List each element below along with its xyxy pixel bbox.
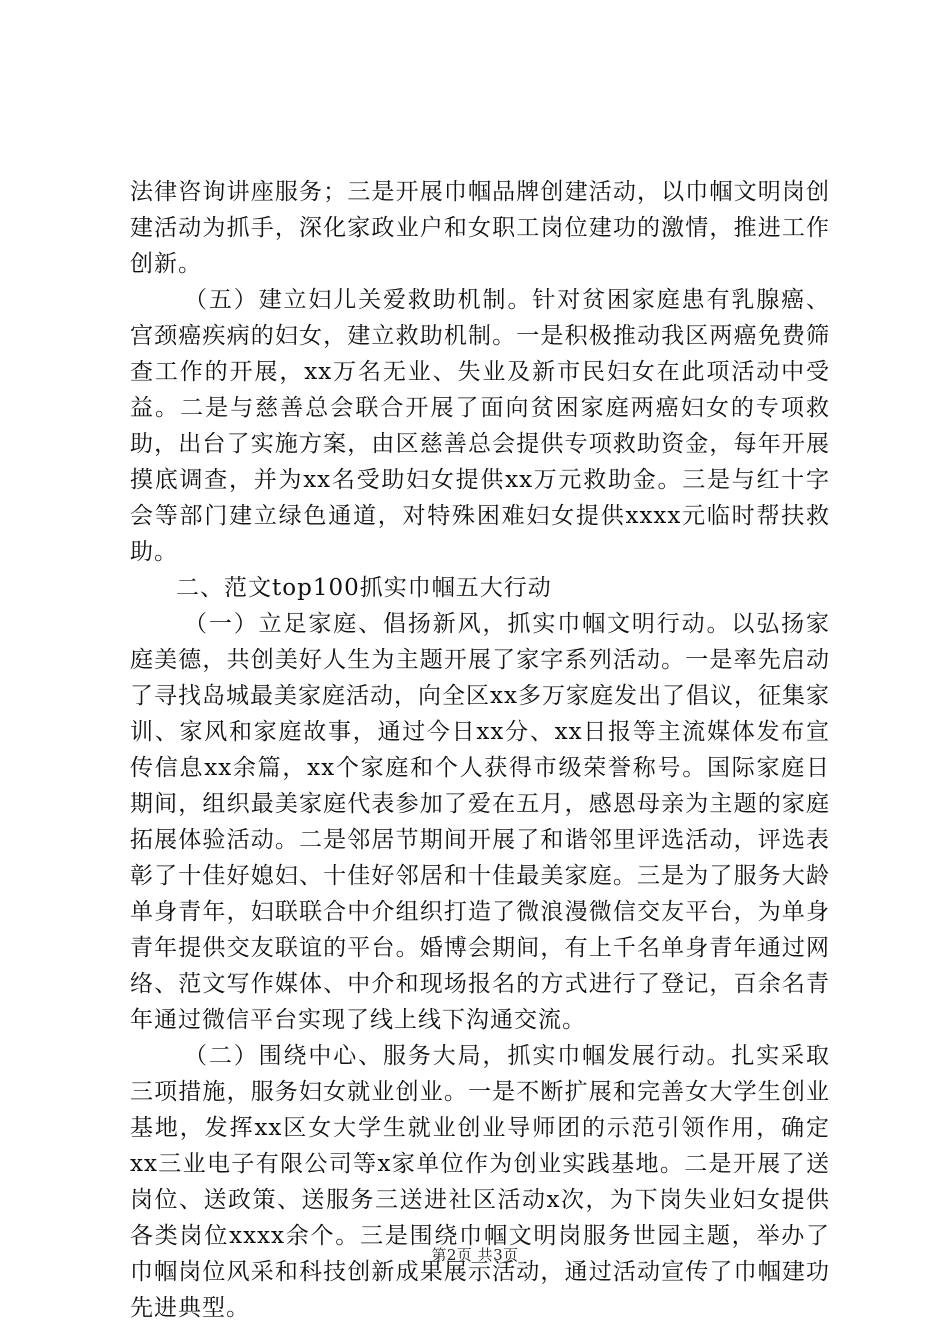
section-heading-two: 二、范文top100抓实巾帼五大行动 xyxy=(176,575,552,601)
document-body xyxy=(130,174,830,1326)
paragraph-subsection-one: （一）立足家庭、倡扬新风，抓实巾帼文明行动。以弘扬家庭美德，共创美好人生为主题开展了家字系列活动。一是率先启动了寻找岛城最美家庭活动，向全区xx多万家庭发出了倡议，征集家训、家风和家庭故事，通过今日xx分、xx日报等主流媒体发布宣传信息xx余篇，xx个家庭和个人获得市级荣誉称号。国际家庭日期间，组织最美家庭代表参加了爱在五月，感恩母亲为主题的家庭拓展体验活动。二是邻居节期间开展了和谐邻里评选活动，评选表彰了十佳好媳妇、十佳好邻居和十佳最美家庭。三是为了服务大龄单身青年，妇联联合中介组织打造了微浪漫微信交友平台，为单身青年提供交友联谊的平台。婚博会期间，有上千名单身青年通过网络、范文写作媒体、中介和现场报名的方式进行了登记，百余名青年通过微信平台实现了线上线下沟通交流。 xyxy=(130,611,830,1033)
paragraph-continuation: 法律咨询讲座服务；三是开展巾帼品牌创建活动，以巾帼文明岗创建活动为抓手，深化家政业户和女职工岗位建功的激情，推进工作创新。 xyxy=(130,179,830,277)
paragraph-section-five: （五）建立妇儿关爱救助机制。针对贫困家庭患有乳腺癌、宫颈癌疾病的妇女，建立救助机制。一是积极推动我区两癌免费筛查工作的开展，xx万名无业、失业及新市民妇女在此项活动中受益。二是与慈善总会联合开展了面向贫困家庭两癌妇女的专项救助，出台了实施方案，由区慈善总会提供专项救助资金，每年开展摸底调查，并为xx名受助妇女提供xx万元救助金。三是与红十字会等部门建立绿色通道，对特殊困难妇女提供xxxx元临时帮扶救助。 xyxy=(130,287,830,565)
paragraph-subsection-two: （二）围绕中心、服务大局，抓实巾帼发展行动。扎实采取三项措施，服务妇女就业创业。一是不断扩展和完善女大学生创业基地，发挥xx区女大学生就业创业导师团的示范引领作用，确定xx三业电子有限公司等x家单位作为创业实践基地。二是开展了送岗位、送政策、送服务三送进社区活动x次，为下岗失业妇女提供各类岗位xxxx余个。三是围绕巾帼文明岗服务世园主题，举办了巾帼岗位风采和科技创新成果展示活动，通过活动宣传了巾帼建功先进典型。 xyxy=(130,1043,830,1321)
page-number-footer: 第2页 共3页 xyxy=(431,1246,519,1264)
